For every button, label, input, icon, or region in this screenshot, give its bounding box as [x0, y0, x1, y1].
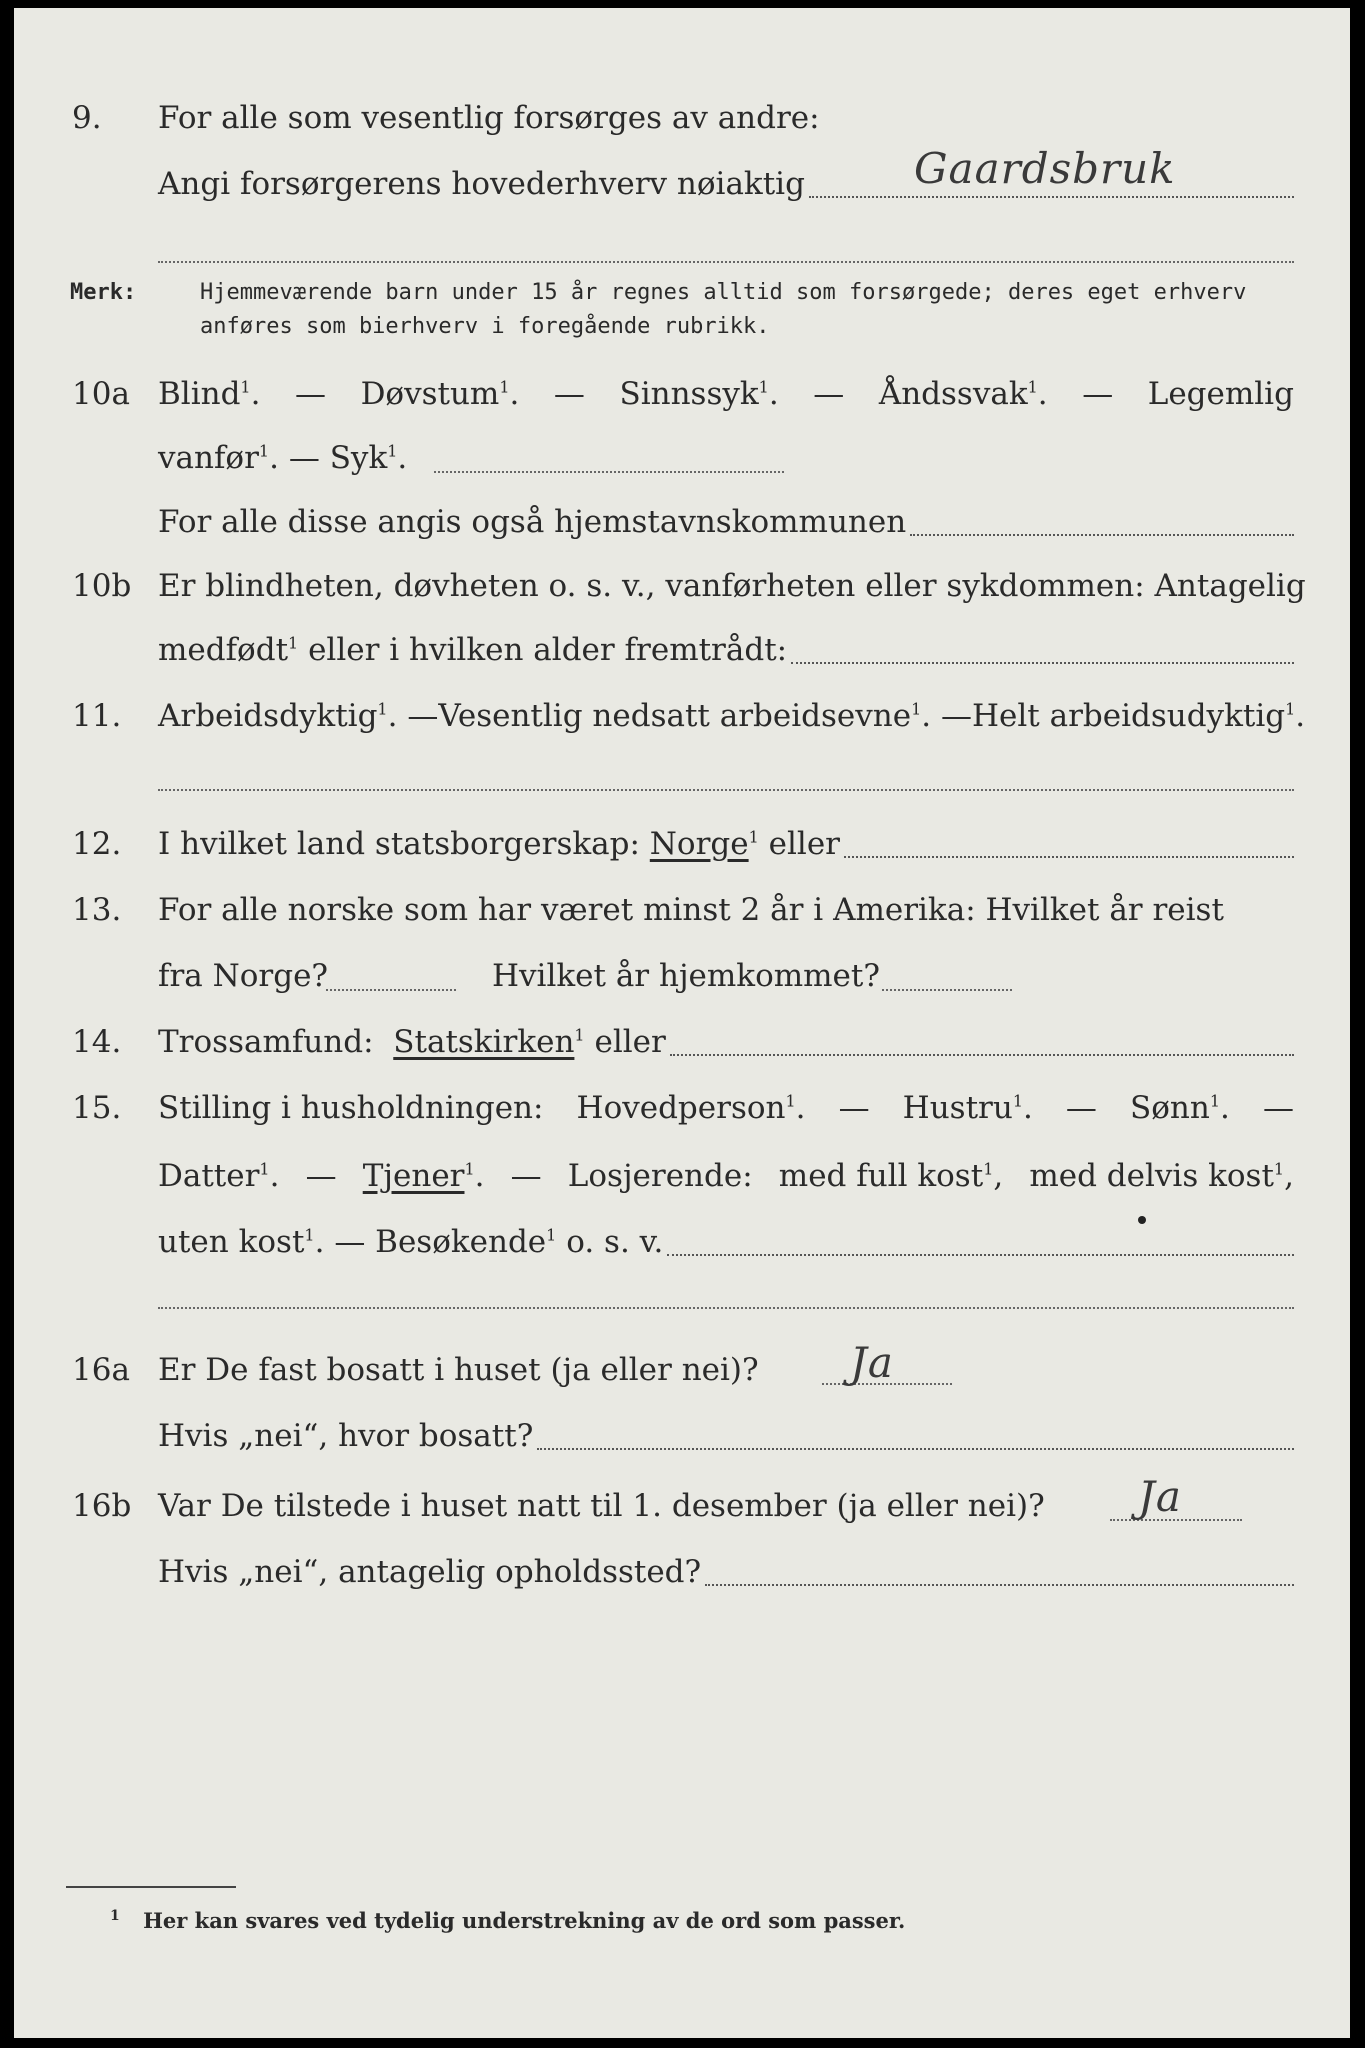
question-9: [14, 100, 1350, 150]
answer-line: [910, 504, 1294, 536]
footnote-marker: 1: [110, 1908, 120, 1924]
question-10a-line3: [14, 504, 1350, 554]
question-9-line2: [14, 144, 1350, 216]
underlined-answer: Norge: [649, 826, 749, 862]
option-hustru: Hustru$^1$.: [902, 1090, 1033, 1126]
question-text: Trossamfund: Statskirken$^1$ eller: [158, 1024, 666, 1060]
question-number: 14.: [72, 1024, 122, 1060]
option-dovstum: Døvstum$^1$.: [360, 376, 520, 412]
underlined-answer: Statskirken: [393, 1024, 575, 1060]
question-15: [14, 1090, 1350, 1140]
dash: —: [1082, 376, 1114, 412]
question-text: For alle disse angis også hjemstavnskommunen: [158, 504, 907, 540]
answer-line: [882, 988, 1012, 991]
question-text: Var De tilstede i huset natt til 1. desember (ja eller nei)?: [158, 1488, 1045, 1524]
option-tjener: Tjener$^1$.: [362, 1158, 485, 1194]
question-text: fra Norge?: [158, 958, 329, 994]
question-number: 9.: [72, 100, 102, 136]
dash: —: [553, 376, 585, 412]
footnote-text: Her kan svares ved tydelig understrekning av de ord som passer.: [143, 1908, 906, 1933]
dash: —: [1262, 1090, 1294, 1126]
question-number: 16a: [72, 1352, 130, 1388]
question-15-line3: [14, 1224, 1350, 1274]
dash: —: [305, 1158, 337, 1194]
question-15-line2: [14, 1158, 1350, 1208]
blank-line: [158, 1306, 1294, 1309]
question-number: 15.: [72, 1090, 122, 1126]
note-text: anføres som bierhverv i foregående rubrikk.: [200, 314, 770, 339]
question-number: 10b: [72, 568, 132, 604]
option-syk: Syk$^1$.: [329, 440, 408, 476]
option-legemlig: Legemlig: [1147, 376, 1294, 412]
option-delvis-kost: med delvis kost$^1$,: [1029, 1158, 1294, 1194]
answer-line: [434, 470, 784, 473]
question-text: Er De fast bosatt i huset (ja eller nei)?: [158, 1352, 759, 1388]
handwritten-answer: Ja: [1138, 1472, 1182, 1521]
answer-line: [844, 826, 1294, 858]
note-text: Hjemmeværende barn under 15 år regnes alltid som forsørgede; deres eget erhverv: [200, 280, 1247, 305]
question-number: 16b: [72, 1488, 132, 1524]
blank-line: [158, 260, 1294, 263]
question-16b: [14, 1472, 1350, 1538]
question-text: I hvilket land statsborgerskap: Norge$^1$ eller: [158, 826, 840, 862]
question-10b: [14, 568, 1350, 618]
question-12: [14, 826, 1350, 876]
handwritten-answer: Ja: [850, 1338, 894, 1387]
dash: —: [838, 1090, 870, 1126]
dash: —: [1065, 1090, 1097, 1126]
option-full-kost: med full kost$^1$,: [778, 1158, 1004, 1194]
question-10a: [14, 376, 1350, 426]
footnote: [110, 1908, 905, 1933]
question-11: [14, 698, 1350, 748]
option-udyktig: Helt arbeidsudyktig$^1$.: [971, 698, 1306, 734]
question-text: uten kost$^1$. — Besøkende$^1$ o. s. v.: [158, 1224, 664, 1260]
option-vanfor: vanfør$^1$.: [158, 440, 279, 476]
answer-line: [667, 1224, 1294, 1256]
question-number: 10a: [72, 376, 130, 412]
option-andssvak: Åndssvak$^1$.: [878, 376, 1048, 412]
ink-speck: [1138, 1216, 1146, 1224]
question-text: For alle norske som har været minst 2 år i Amerika: Hvilket år reist: [158, 892, 1224, 928]
answer-line: [791, 632, 1294, 664]
question-10a-line2: [14, 440, 1350, 490]
question-text: For alle som vesentlig forsørges av andre:: [158, 100, 820, 136]
question-14: [14, 1024, 1350, 1074]
answer-line: [537, 1418, 1294, 1450]
question-text: Er blindheten, døvheten o. s. v., vanførheten eller sykdommen: Antagelig: [158, 568, 1306, 604]
question-16a-line2: [14, 1418, 1350, 1468]
question-10b-line2: [14, 632, 1350, 682]
question-16a: [14, 1338, 1350, 1402]
question-text: Stilling i husholdningen:: [158, 1090, 544, 1126]
option-datter: Datter$^1$.: [158, 1158, 280, 1194]
dash: —: [510, 1158, 542, 1194]
option-sinnssyk: Sinnssyk$^1$.: [619, 376, 779, 412]
note-label: Merk:: [70, 280, 137, 305]
option-arbeidsdyktig: Arbeidsdyktig$^1$. —: [158, 698, 439, 734]
blank-line: [158, 788, 1294, 791]
question-13-line2: [14, 958, 1350, 1008]
note: [70, 280, 1294, 305]
answer-line: [705, 1554, 1294, 1586]
footnote-rule: [66, 1886, 236, 1888]
underlined-answer: Tjener: [362, 1158, 465, 1194]
question-16b-line2: [14, 1554, 1350, 1604]
answer-line: [326, 988, 456, 991]
dash: —: [288, 440, 320, 476]
question-text: Hvilket år hjemkommet?: [492, 958, 880, 994]
answer-line: [670, 1024, 1294, 1056]
question-text: Hvis „nei“, hvor bosatt?: [158, 1418, 534, 1454]
dash: —: [813, 376, 845, 412]
option-blind: Blind$^1$.: [158, 376, 261, 412]
option-nedsatt: Vesentlig nedsatt arbeidsevne$^1$. —: [438, 698, 972, 734]
handwritten-answer: Gaardsbruk: [914, 144, 1176, 193]
dash: —: [295, 376, 327, 412]
question-number: 11.: [72, 698, 122, 734]
question-text: Hvis „nei“, antagelig opholdssted?: [158, 1554, 702, 1590]
question-number: 13.: [72, 892, 122, 928]
option-hovedperson: Hovedperson$^1$.: [576, 1090, 806, 1126]
option-losjerende: Losjerende:: [567, 1158, 753, 1194]
question-text: medfødt$^1$ eller i hvilken alder fremtrådt:: [158, 632, 788, 668]
question-text: Angi forsørgerens hovederhverv nøiaktig: [158, 166, 805, 202]
question-number: 12.: [72, 826, 122, 862]
option-sonn: Sønn$^1$.: [1129, 1090, 1230, 1126]
census-form-page: [14, 8, 1350, 2038]
question-13: [14, 892, 1350, 942]
